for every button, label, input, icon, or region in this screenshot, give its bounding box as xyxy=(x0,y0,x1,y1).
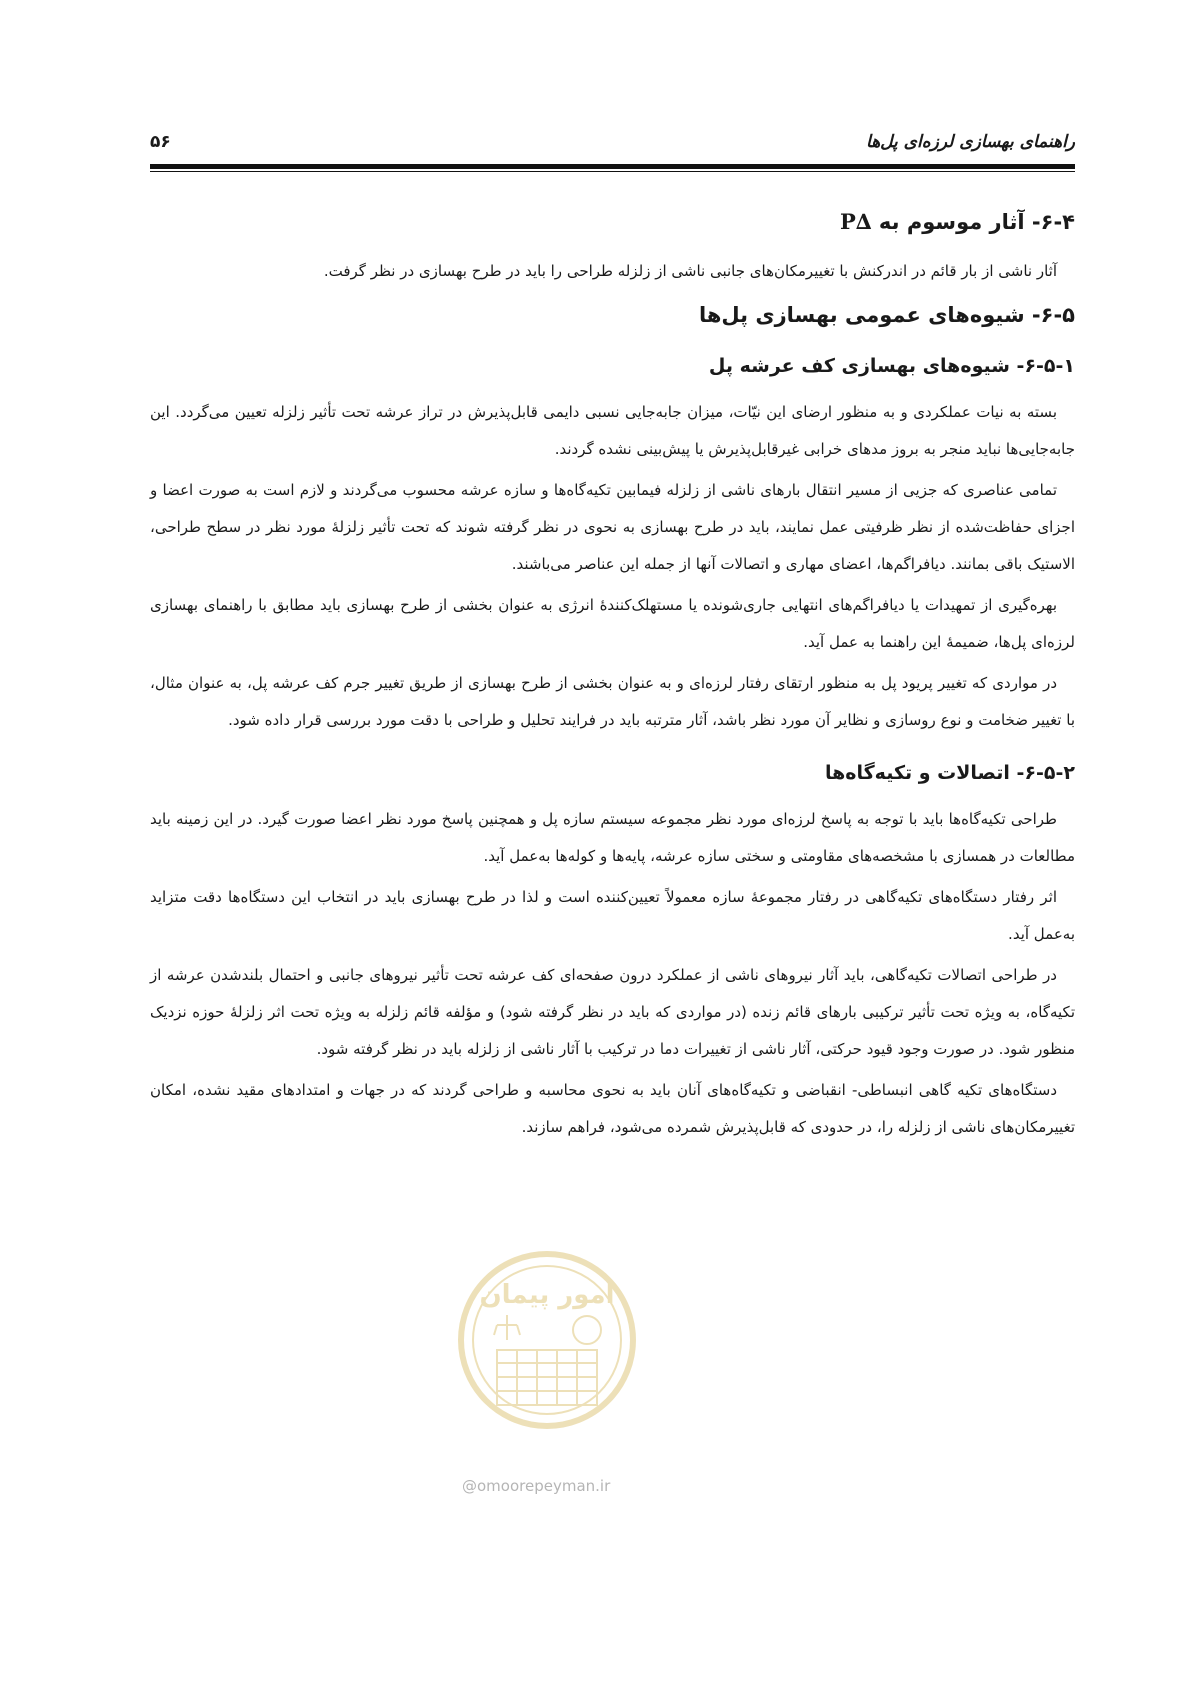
paragraph: در طراحی اتصالات تکیه‌گاهی، باید آثار نیروهای ناشی از عملکرد درون صفحه‌ای کف عرشه تحت تأثیر نیروهای جانبی و احتمال بلندشدن عرشه از تکیه‌گاه، به ویژه تحت تأثیر ترکیبی بارهای قائم زنده (در مواردی که باید در نظر گرفته شود) و مؤلفه قائم زلزله به ویژه تحت اثر زلزلهٔ حوزه نزدیک منظور شود. در صورت وجود قیود حرکتی، آثار ناشی از تغییرات دما در ترکیب با آثار ناشی از زلزله باید در نظر گرفته شود. xyxy=(150,966,1075,1058)
paragraph: آثار ناشی از بار قائم در اندرکنش با تغییرمکان‌های جانبی ناشی از زلزله طراحی را باید در طرح بهسازی در نظر گرفت. xyxy=(323,262,1057,280)
section-heading-6-4 xyxy=(150,205,1075,239)
section-heading-6-5: ۶-۵- شیوه‌های عمومی بهسازی پل‌ها xyxy=(698,303,1075,327)
paragraph: بهره‌گیری از تمهیدات یا دیافراگم‌های انتهایی جاری‌شونده یا مستهلک‌کنندهٔ انرژی به عنوان بخشی از طرح بهسازی باید مطابق با راهنمای بهسازی لرزه‌ای پل‌ها، ضمیمهٔ این راهنما به عمل آید. xyxy=(150,596,1075,651)
header-rule-thin xyxy=(150,171,1075,172)
paragraph: بسته به نیات عملکردی و به منظور ارضای این نیّات، میزان جابه‌جایی نسبی دایمی قابل‌پذیرش در تراز عرشه تحت تأثیر زلزله تعیین می‌گردد. این جابه‌جایی‌ها نباید منجر به بروز مدهای خرابی غیرقابل‌پذیرش یا پیش‌بینی نشده گردند. xyxy=(150,403,1075,458)
paragraph: اثر رفتار دستگاه‌های تکیه‌گاهی در رفتار مجموعهٔ سازه معمولاً تعیین‌کننده است و لذا در طرح بهسازی باید در انتخاب این دستگاه‌ها دقت متزاید به‌عمل آید. xyxy=(150,888,1075,943)
p-delta-symbol: P∆ xyxy=(840,209,872,234)
section-heading-6-5-1: ۶-۵-۱- شیوه‌های بهسازی کف عرشه پل xyxy=(708,355,1075,377)
watermark-text: امور پیمان xyxy=(479,1280,615,1310)
paragraph: طراحی تکیه‌گاه‌ها باید با توجه به پاسخ لرزه‌ای مورد نظر مجموعه سیستم سازه پل و همچنین پاسخ مورد نظر اعضا صورت گیرد. در این زمینه باید مطالعات در همسازی با مشخصه‌های مقاومتی و سختی سازه عرشه، پایه‌ها و کوله‌ها به‌عمل آید. xyxy=(150,810,1075,865)
paragraph: در مواردی که تغییر پریود پل به منظور ارتقای رفتار لرزه‌ای و به عنوان بخشی از طرح بهسازی از طریق تغییر جرم کف عرشه پل، به عنوان مثال، با تغییر ضخامت و نوع روسازی و نظایر آن مورد نظر باشد، آثار مترتبه باید در فرایند تحلیل و طراحی با دقت مورد بررسی قرار داده شود. xyxy=(150,674,1075,729)
paragraph: تمامی عناصری که جزیی از مسیر انتقال بارهای ناشی از زلزله فیمابین تکیه‌گاه‌ها و سازه عرشه محسوب می‌گردند و لازم است به صورت اعضا و اجزای حفاظت‌شده از نظر ظرفیتی عمل نمایند، باید در طرح بهسازی به نحوی در نظر گرفته شوند که تحت تأثیر زلزلهٔ مورد نظر در سطح طراحی، الاستیک باقی بمانند. دیافراگم‌ها، اعضای مهاری و اتصالات آنها از جمله این عناصر می‌باشند. xyxy=(150,481,1075,573)
section-heading-6-5-2: ۶-۵-۲- اتصالات و تکیه‌گاه‌ها xyxy=(824,762,1075,784)
page-body xyxy=(150,205,1075,1150)
header-rule xyxy=(150,164,1075,169)
watermark-logo xyxy=(452,1245,642,1475)
section-heading-6-4-text: ۶-۴- آثار موسوم به xyxy=(871,210,1075,234)
page-number: ۵۶ xyxy=(150,132,171,152)
paragraph: دستگاه‌های تکیه گاهی انبساطی- انقباضی و تکیه‌گاه‌های آنان باید به نحوی محاسبه و طراحی گردند که در جهات و امتدادهای مقید نشده، امکان تغییرمکان‌های ناشی از زلزله را، در حدودی که قابل‌پذیرش شمرده می‌شود، فراهم سازند. xyxy=(150,1081,1075,1136)
running-title: راهنمای بهسازی لرزه‌ای پل‌ها xyxy=(866,132,1075,152)
watermark-url: @omoorepeyman.ir xyxy=(462,1477,611,1495)
page-header xyxy=(150,120,1075,168)
